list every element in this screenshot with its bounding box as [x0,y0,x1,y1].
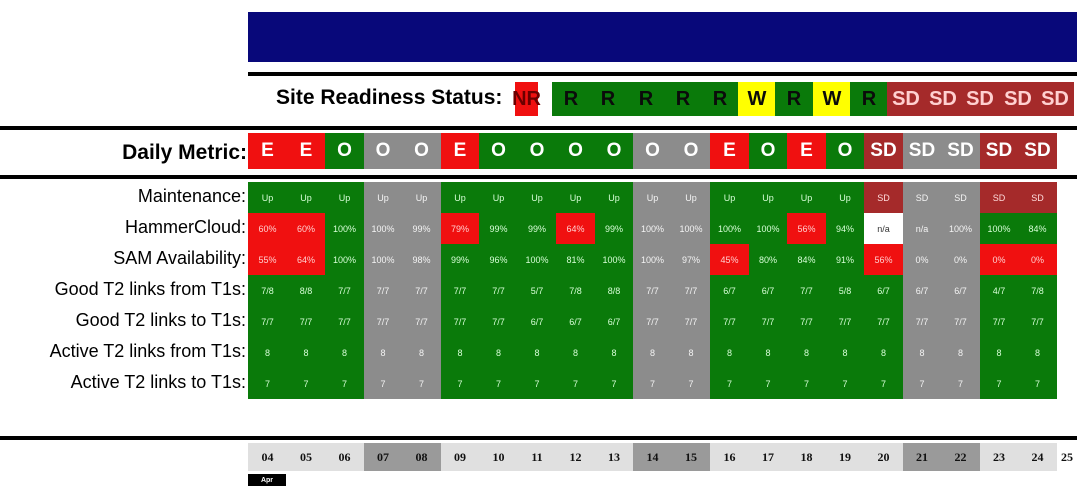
status-cell: NR [515,82,538,116]
metric-cell: 6/7 [556,306,595,337]
metric-cell: 8/8 [595,275,633,306]
metric-cell: 7/7 [633,275,672,306]
metric-cell: 6/7 [749,275,787,306]
metric-cell: 8 [287,337,325,368]
metric-cell: 7/7 [826,306,864,337]
daily-metric-cell: O [556,133,595,169]
metric-cell: 7/7 [672,306,710,337]
metric-cell: 7/7 [787,306,826,337]
metric-cell: 6/7 [518,306,556,337]
metric-cell: 91% [826,244,864,275]
day-label: 09 [441,443,479,471]
metric-label: Good T2 links to T1s: [75,310,246,330]
daily-metric-cell: O [633,133,672,169]
daily-metric-cell: SD [864,133,903,169]
day-label: 06 [325,443,364,471]
metric-cell: 84% [787,244,826,275]
daily-metric-cell: E [287,133,325,169]
metric-cell: Up [364,182,402,213]
metric-cell: 64% [556,213,595,244]
metric-cell: 7 [402,368,441,399]
metric-cell: 0% [980,244,1018,275]
metric-cell: 7 [518,368,556,399]
metric-cell: 7 [595,368,633,399]
metric-cell: Up [287,182,325,213]
metric-cell: 7 [248,368,287,399]
metric-cell: Up [325,182,364,213]
metric-cell: Up [248,182,287,213]
divider [0,436,1077,440]
metric-label: SAM Availability: [113,248,246,268]
metric-cell: 6/7 [710,275,749,306]
metric-cell: 7/7 [325,306,364,337]
day-label: 08 [402,443,441,471]
metric-cell: n/a [903,213,941,244]
metric-cell: 99% [402,213,441,244]
status-cell: SD [887,82,925,116]
daily-metric-cell: E [441,133,479,169]
metric-cell: 100% [364,213,402,244]
daily-metric-cell: O [826,133,864,169]
metric-cell: 7 [479,368,518,399]
metric-cell: 7 [787,368,826,399]
daily-metric-cell: O [402,133,441,169]
metric-cell: 7 [441,368,479,399]
metric-cell: 8 [402,337,441,368]
day-label: 11 [518,443,556,471]
metric-cell: 7/7 [1018,306,1057,337]
metric-cell: Up [672,182,710,213]
metric-cell: 60% [248,213,287,244]
divider [0,175,1077,179]
metric-cell: 55% [248,244,287,275]
status-cell: R [552,82,590,116]
metric-cell: 6/7 [903,275,941,306]
metric-cell: 80% [749,244,787,275]
metric-cell: 8 [672,337,710,368]
metric-cell: Up [441,182,479,213]
status-cell: SD [961,82,999,116]
status-cell: R [701,82,739,116]
daily-metric-cell: O [325,133,364,169]
metric-cell: 7/7 [633,306,672,337]
metric-cell: 7/7 [248,306,287,337]
status-cell: SD [999,82,1037,116]
metric-cell: 7 [325,368,364,399]
metric-cell: 8 [1018,337,1057,368]
metric-cell: 7 [287,368,325,399]
day-label: 16 [710,443,749,471]
metric-cell: 100% [980,213,1018,244]
metric-cell: 100% [633,244,672,275]
metric-cell: 8 [710,337,749,368]
metric-cell: 7/7 [325,275,364,306]
metric-cell: 99% [518,213,556,244]
day-label: 05 [287,443,325,471]
metric-cell: 7/7 [441,275,479,306]
metric-cell: SD [1018,182,1057,213]
metric-cell: 7/7 [402,275,441,306]
metric-cell: 56% [864,244,903,275]
daily-metric-cell: O [672,133,710,169]
metric-cell: 6/7 [595,306,633,337]
metric-cell: 7 [710,368,749,399]
metric-cell: 60% [287,213,325,244]
month-label: Apr [248,474,286,486]
metric-cell: 64% [287,244,325,275]
metric-cell: 81% [556,244,595,275]
metric-cell: 6/7 [941,275,980,306]
daily-metric-cell: O [749,133,787,169]
metric-cell: 100% [710,213,749,244]
metric-cell: 7/8 [556,275,595,306]
metric-cell: 8 [864,337,903,368]
metric-cell: SD [864,182,903,213]
metric-cell: 100% [518,244,556,275]
metric-label: Good T2 links from T1s: [54,279,246,299]
metric-cell: 7 [941,368,980,399]
metric-cell: 7 [672,368,710,399]
day-label: 18 [787,443,826,471]
metric-cell: 8 [749,337,787,368]
metric-cell: 7/8 [1018,275,1057,306]
metric-cell: 7 [633,368,672,399]
metric-cell: Up [633,182,672,213]
status-cell: R [850,82,888,116]
metric-cell: 7/7 [941,306,980,337]
metric-cell: 7 [1018,368,1057,399]
status-cell: SD [924,82,962,116]
status-cell: W [813,82,851,116]
metric-cell: 7/7 [479,306,518,337]
metric-cell: 8 [941,337,980,368]
metric-cell: Up [479,182,518,213]
day-label: 21 [903,443,941,471]
metric-cell: 8/8 [287,275,325,306]
metric-cell: 56% [787,213,826,244]
status-cell: R [589,82,627,116]
metric-cell: 100% [941,213,980,244]
day-label: 07 [364,443,402,471]
metric-cell: 100% [595,244,633,275]
metric-cell: 8 [325,337,364,368]
metric-cell: 99% [479,213,518,244]
metric-cell: 100% [364,244,402,275]
daily-metric-cell: E [710,133,749,169]
metric-cell: 7/7 [479,275,518,306]
metric-cell: 7/7 [402,306,441,337]
daily-metric-cell: O [595,133,633,169]
metric-cell: 0% [941,244,980,275]
daily-metric-cell: SD [941,133,980,169]
day-label: 04 [248,443,287,471]
day-label: 22 [941,443,980,471]
metric-cell: 8 [595,337,633,368]
divider [248,72,1077,76]
daily-metric-cell: E [248,133,287,169]
metric-cell: 97% [672,244,710,275]
metric-cell: 7/8 [248,275,287,306]
metric-cell: Up [749,182,787,213]
metric-label: Active T2 links from T1s: [49,341,246,361]
metric-cell: 8 [479,337,518,368]
metric-cell: 8 [248,337,287,368]
metric-cell: 98% [402,244,441,275]
day-label: 23 [980,443,1018,471]
metric-cell: 7 [980,368,1018,399]
metric-cell: 5/7 [518,275,556,306]
daily-metric-cell: SD [903,133,941,169]
metric-cell: 8 [980,337,1018,368]
day-label: 25 [1057,443,1077,471]
status-cell: R [664,82,702,116]
metric-cell: 7/7 [864,306,903,337]
metric-cell: 84% [1018,213,1057,244]
day-label: 19 [826,443,864,471]
daily-metric-cell: E [787,133,826,169]
day-label: 20 [864,443,903,471]
header-banner [248,12,1077,62]
site-readiness-label: Site Readiness Status: [276,86,503,109]
day-label: 10 [479,443,518,471]
metric-cell: 8 [903,337,941,368]
metric-cell: Up [556,182,595,213]
metric-cell: 0% [903,244,941,275]
metric-cell: 100% [633,213,672,244]
status-cell: R [627,82,665,116]
metric-cell: 7 [364,368,402,399]
metric-cell: 7 [864,368,903,399]
metric-cell: 7/7 [787,275,826,306]
metric-cell: 7/7 [364,275,402,306]
metric-cell: 7/7 [441,306,479,337]
daily-metric-cell: SD [980,133,1018,169]
metric-cell: 8 [633,337,672,368]
metric-label: HammerCloud: [124,217,246,237]
metric-cell: 0% [1018,244,1057,275]
metric-cell: 4/7 [980,275,1018,306]
metric-cell: 6/7 [864,275,903,306]
day-label: 12 [556,443,595,471]
metric-cell: 99% [441,244,479,275]
divider [0,126,1077,130]
metric-cell: Up [595,182,633,213]
day-label: 15 [672,443,710,471]
metric-cell: 100% [325,244,364,275]
metric-cell: 7/7 [710,306,749,337]
metric-cell: 100% [672,213,710,244]
metric-cell: 8 [787,337,826,368]
metric-cell: 94% [826,213,864,244]
metric-cell: 8 [556,337,595,368]
metric-cell: 7/7 [672,275,710,306]
metric-cell: 7/7 [980,306,1018,337]
metric-cell: 96% [479,244,518,275]
metric-cell: 7 [826,368,864,399]
day-label: 24 [1018,443,1057,471]
metric-cell: 7 [903,368,941,399]
metric-cell: 8 [441,337,479,368]
daily-metric-label: Daily Metric: [122,141,247,164]
daily-metric-cell: SD [1018,133,1057,169]
metric-cell: SD [980,182,1018,213]
metric-label: Active T2 links to T1s: [70,372,246,392]
metric-cell: SD [903,182,941,213]
metric-cell: 7 [749,368,787,399]
daily-metric-cell: O [518,133,556,169]
metric-cell: 7/7 [903,306,941,337]
daily-metric-cell: O [479,133,518,169]
metric-cell: Up [402,182,441,213]
metric-cell: 5/8 [826,275,864,306]
day-label: 17 [749,443,787,471]
metric-cell: n/a [864,213,903,244]
metric-cell: Up [826,182,864,213]
metric-cell: 8 [518,337,556,368]
day-label: 13 [595,443,633,471]
metric-label: Maintenance: [137,186,246,206]
metric-cell: 100% [325,213,364,244]
daily-metric-cell: O [364,133,402,169]
metric-cell: SD [941,182,980,213]
status-cell: SD [1036,82,1074,116]
metric-cell: 79% [441,213,479,244]
day-label: 14 [633,443,672,471]
metric-cell: 8 [826,337,864,368]
metric-cell: 7/7 [749,306,787,337]
metric-cell: 100% [749,213,787,244]
metric-cell: 7/7 [364,306,402,337]
metric-cell: 7 [556,368,595,399]
metric-cell: Up [787,182,826,213]
status-cell: W [738,82,776,116]
metric-cell: 8 [364,337,402,368]
metric-cell: 7/7 [287,306,325,337]
metric-cell: 99% [595,213,633,244]
metric-cell: Up [710,182,749,213]
metric-cell: 45% [710,244,749,275]
status-cell: R [775,82,813,116]
metric-cell: Up [518,182,556,213]
